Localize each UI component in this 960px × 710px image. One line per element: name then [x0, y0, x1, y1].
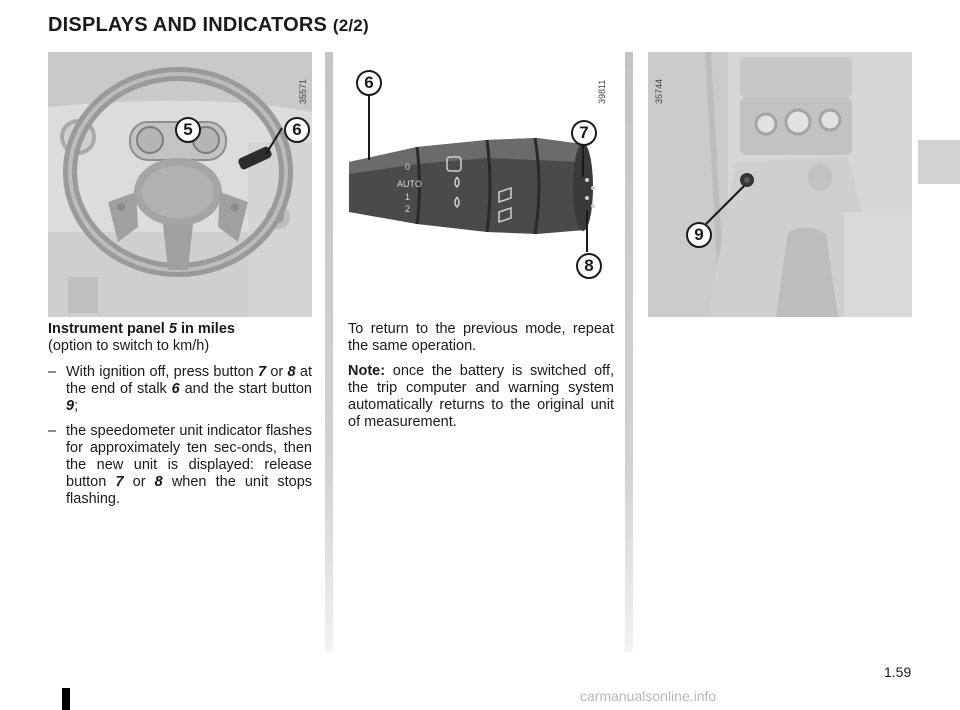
callout-9-label: 9	[694, 225, 704, 244]
note-label: Note:	[348, 363, 386, 379]
item2-text-b: or	[123, 474, 155, 490]
item1-ref-6: 6	[171, 381, 180, 397]
instruction-item-2	[48, 423, 312, 508]
callout-5-label: 5	[183, 120, 193, 139]
item2-ref-7: 7	[115, 474, 124, 490]
item1-ref-7: 7	[258, 364, 267, 380]
figure-ref-number: 39811	[597, 79, 607, 104]
stalk-label-2: 2	[405, 204, 411, 214]
page-number: 1.59	[884, 664, 912, 680]
item1-ref-8: 8	[287, 364, 296, 380]
callout-6-label: 6	[292, 120, 302, 139]
item1-text-e: ;	[74, 398, 79, 414]
column-divider-1	[325, 52, 333, 652]
stalk-label-auto: AUTO	[397, 179, 422, 189]
callout-5	[175, 117, 201, 143]
middle-column-text	[348, 321, 614, 439]
page-title	[48, 14, 369, 37]
callout-8-label: 8	[584, 256, 594, 275]
dash: –	[48, 364, 57, 380]
stalk-label-0: 0	[405, 162, 411, 172]
item1-text-c: at the end of stalk	[66, 364, 312, 397]
item1-text-b: or	[266, 364, 288, 380]
note-text: once the battery is switched off, the trip computer and warning system automatically returns to the original unit of measurement.	[348, 363, 614, 430]
heading-ref-5: 5	[168, 321, 177, 337]
item1-text-a: With ignition off, press button	[66, 364, 259, 380]
figure-ref-number: 35571	[298, 78, 308, 104]
section-subheading: (option to switch to km/h)	[48, 338, 210, 354]
item2-ref-8: 8	[154, 474, 163, 490]
figure-ref-number: 35744	[654, 78, 664, 104]
watermark: carmanualsonline.info	[580, 688, 717, 704]
chapter-tab	[918, 140, 960, 184]
stalk-figure	[347, 52, 613, 317]
callout-6	[356, 70, 382, 96]
dash: –	[48, 423, 57, 439]
battery-note	[348, 363, 614, 431]
title-text: DISPLAYS AND INDICATORS	[48, 14, 328, 36]
callout-6	[284, 117, 310, 143]
instruction-item-1	[48, 364, 312, 415]
column-divider-2	[625, 52, 633, 652]
return-instruction: To return to the previous mode, repeat the same operation.	[348, 321, 614, 354]
section-heading	[48, 321, 312, 338]
callout-9	[686, 222, 712, 248]
dashboard-figure	[48, 52, 312, 317]
item2-text-a: the speedometer unit indicator flashes for approximately ten sec-onds, then the new unit is displayed: release button	[66, 423, 312, 490]
heading-text-a: Instrument panel	[48, 321, 169, 337]
heading-text-b: in miles	[176, 321, 235, 337]
callout-7	[571, 120, 597, 146]
print-mark	[62, 688, 70, 710]
item1-text-d: and the start button	[179, 381, 312, 397]
stalk-label-1: 1	[405, 192, 411, 202]
callout-8	[576, 253, 602, 279]
item2-text-c: when the unit stops flashing.	[66, 474, 313, 507]
callout-6-label: 6	[364, 73, 374, 92]
item1-ref-9: 9	[66, 398, 75, 414]
title-part: (2/2)	[332, 16, 369, 35]
left-column-text	[48, 321, 312, 516]
console-figure	[648, 52, 912, 317]
callout-7-label: 7	[579, 123, 589, 142]
